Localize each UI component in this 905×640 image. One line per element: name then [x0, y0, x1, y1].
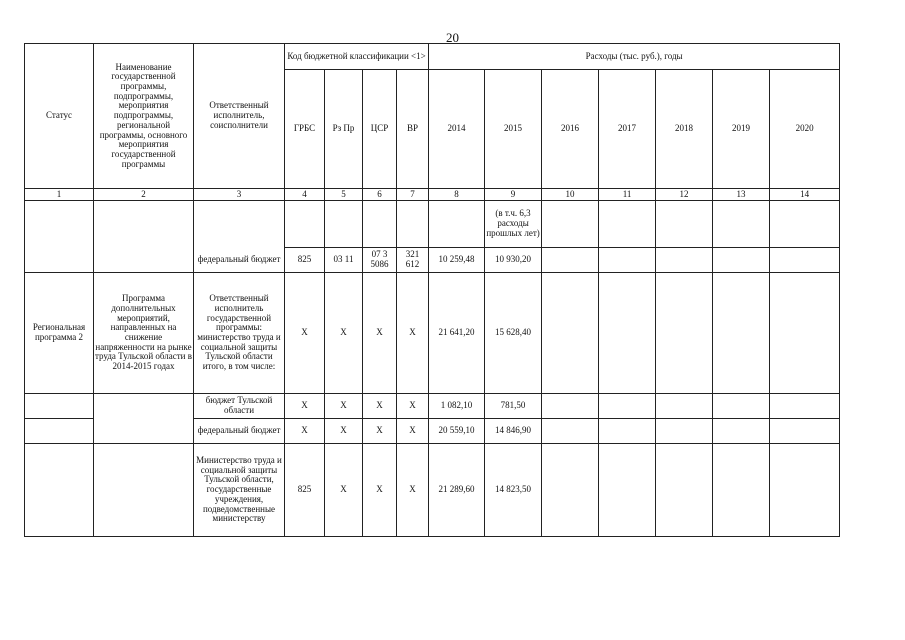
header-year-2020: 2020 — [770, 70, 840, 189]
header-year-2016: 2016 — [542, 70, 599, 189]
table-row — [25, 273, 840, 394]
grbs-cell: Х — [285, 419, 325, 444]
csr-cell: Х — [363, 444, 397, 537]
status-cell: Региональная программа 2 — [25, 273, 94, 394]
value-2014: 21 641,20 — [429, 273, 485, 394]
executor-cell: Министерство труда и социальной защиты Тульской области, государственные учреждения, подведомственные министерству — [194, 444, 285, 537]
vr-cell: Х — [397, 419, 429, 444]
header-rzpr: Рз Пр — [325, 70, 363, 189]
executor-cell: Ответственный исполнитель государственной программы: министерство труда и социальной защиты Тульской области итого, в том числе: — [194, 273, 285, 394]
grbs-cell: Х — [285, 394, 325, 419]
column-number: 5 — [325, 189, 363, 201]
value-2014: 1 082,10 — [429, 394, 485, 419]
table-row — [25, 394, 840, 419]
column-number: 6 — [363, 189, 397, 201]
csr-cell: 07 3 5086 — [363, 248, 397, 273]
value-2014: 10 259,48 — [429, 248, 485, 273]
header-row-top — [25, 44, 840, 70]
value-2014: 21 289,60 — [429, 444, 485, 537]
rzpr-cell: Х — [325, 419, 363, 444]
header-grbs: ГРБС — [285, 70, 325, 189]
vr-cell: Х — [397, 444, 429, 537]
grbs-cell: 825 — [285, 248, 325, 273]
value-2015: 14 846,90 — [485, 419, 542, 444]
program-name-cell: Программа дополнительных мероприятий, направленных на снижение напряженности на рынке труда Тульской области в 2014-2015 годах — [94, 273, 194, 394]
column-number: 12 — [656, 189, 713, 201]
value-2015: 781,50 — [485, 394, 542, 419]
vr-cell: 321 612 — [397, 248, 429, 273]
header-year-2017: 2017 — [599, 70, 656, 189]
value-2015: 14 823,50 — [485, 444, 542, 537]
rzpr-cell: 03 11 — [325, 248, 363, 273]
column-number: 11 — [599, 189, 656, 201]
header-status: Статус — [25, 44, 94, 189]
grbs-cell: 825 — [285, 444, 325, 537]
page-number: 20 — [446, 30, 459, 45]
column-number: 8 — [429, 189, 485, 201]
header-budget-code: Код бюджетной классификации <1> — [285, 44, 429, 70]
header-executor: Ответственный исполнитель, соисполнители — [194, 44, 285, 189]
budget-table — [24, 43, 840, 537]
column-number: 4 — [285, 189, 325, 201]
table-row — [25, 419, 840, 444]
executor-cell: федеральный бюджет — [194, 419, 285, 444]
header-year-2015: 2015 — [485, 70, 542, 189]
executor-cell: бюджет Тульской области — [194, 394, 285, 419]
column-number: 2 — [94, 189, 194, 201]
vr-cell: Х — [397, 273, 429, 394]
value-2015: 15 628,40 — [485, 273, 542, 394]
csr-cell: Х — [363, 394, 397, 419]
vr-cell: Х — [397, 394, 429, 419]
header-name: Наименование государственной программы, подпрограммы, мероприятия подпрограммы, региональной программы, основного мероприятия государственной программы — [94, 44, 194, 189]
grbs-cell: Х — [285, 273, 325, 394]
column-number: 7 — [397, 189, 429, 201]
column-number: 10 — [542, 189, 599, 201]
csr-cell: Х — [363, 419, 397, 444]
header-year-2019: 2019 — [713, 70, 770, 189]
executor-cell: федеральный бюджет — [194, 248, 285, 273]
csr-cell: Х — [363, 273, 397, 394]
note-2015: (в т.ч. 6,3 расходы прошлых лет) — [485, 201, 542, 248]
table-row — [25, 248, 840, 273]
column-numbers-row — [25, 189, 840, 201]
rzpr-cell: Х — [325, 273, 363, 394]
header-year-2014: 2014 — [429, 70, 485, 189]
table-row — [25, 201, 840, 248]
rzpr-cell: Х — [325, 394, 363, 419]
header-expenses: Расходы (тыс. руб.), годы — [429, 44, 840, 70]
column-number: 1 — [25, 189, 94, 201]
header-vr: ВР — [397, 70, 429, 189]
header-csr: ЦСР — [363, 70, 397, 189]
value-2014: 20 559,10 — [429, 419, 485, 444]
column-number: 3 — [194, 189, 285, 201]
column-number: 13 — [713, 189, 770, 201]
column-number: 9 — [485, 189, 542, 201]
rzpr-cell: Х — [325, 444, 363, 537]
header-year-2018: 2018 — [656, 70, 713, 189]
table-row — [25, 444, 840, 537]
column-number: 14 — [770, 189, 840, 201]
value-2015: 10 930,20 — [485, 248, 542, 273]
